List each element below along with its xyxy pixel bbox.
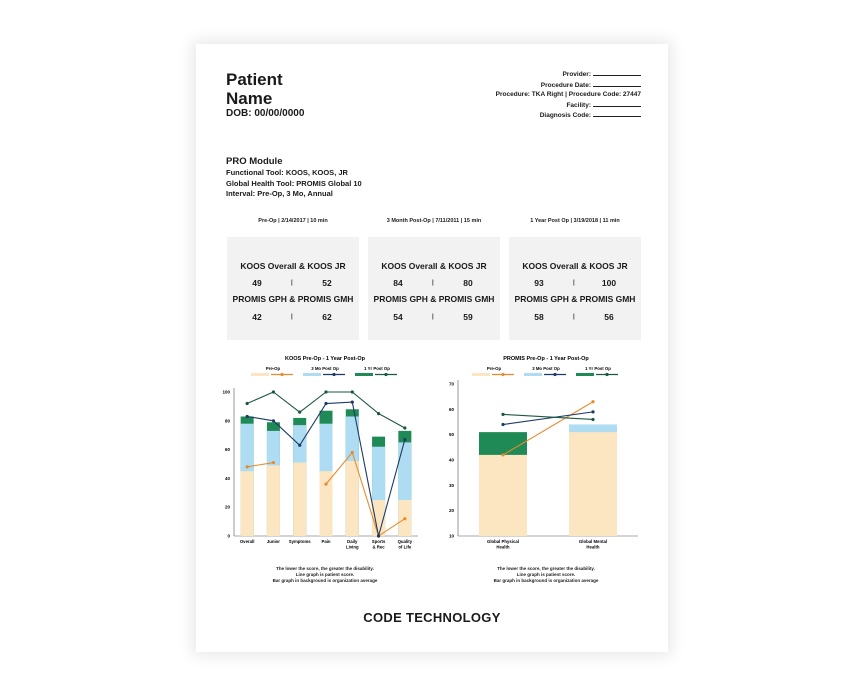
- separator: |: [573, 280, 575, 286]
- procedure-date-blank: [593, 80, 641, 87]
- note-line: Line graph is patient score.: [516, 571, 576, 577]
- point-yr1: [591, 418, 594, 421]
- patient-dob: DOB: 00/00/0000: [226, 108, 305, 119]
- legend-label: 3 Mo Post Op: [311, 366, 339, 371]
- legend-marker: [605, 373, 608, 376]
- patient-name-last: Name: [226, 89, 273, 108]
- facility-label: Facility:: [566, 101, 591, 109]
- koos-chart: [222, 350, 428, 550]
- bar-preop: [241, 471, 254, 536]
- module-info: [226, 156, 362, 200]
- x-tick-label: Pain: [321, 539, 331, 544]
- point-mo3: [272, 419, 275, 422]
- legend-label: 3 Mo Post Op: [532, 366, 560, 371]
- point-mo3: [246, 415, 249, 418]
- x-tick-label: Global Mental Health: [578, 539, 608, 550]
- legend-marker: [501, 373, 504, 376]
- promis-chart-notes: [446, 566, 646, 583]
- y-tick-label: 40: [224, 475, 230, 481]
- y-tick-label: 0: [227, 533, 230, 539]
- x-tick-label: Global Physical Health: [486, 539, 520, 550]
- facility-blank: [593, 100, 641, 107]
- procedure-row: Procedure: TKA Right | Procedure Code: 27447: [495, 91, 641, 98]
- global-tool: Global Health Tool: PROMIS Global 10: [226, 178, 362, 188]
- bar-preop: [320, 471, 333, 536]
- diagnosis-blank: [593, 110, 641, 117]
- score-box-3mo: [368, 237, 500, 340]
- separator: |: [432, 280, 434, 286]
- x-tick-label: Quality of Life: [397, 539, 413, 550]
- legend-label: Pre-Op: [265, 366, 281, 371]
- koos-overall-value: 49: [252, 278, 262, 288]
- koos-jr-value: 52: [322, 278, 332, 288]
- point-mo3: [591, 410, 594, 413]
- legend-bar-swatch: [524, 373, 542, 376]
- koos-title: KOOS Overall & KOOS JR: [381, 261, 487, 271]
- promis-title: PROMIS GPH & PROMIS GMH: [232, 294, 354, 304]
- diagnosis-label: Diagnosis Code:: [539, 112, 591, 119]
- point-preop: [351, 451, 354, 454]
- provider-label: Provider:: [562, 71, 591, 78]
- note-line: The lower the score, the greater the disability.: [497, 566, 595, 571]
- koos-title: KOOS Overall & KOOS JR: [240, 261, 346, 271]
- phase-label-preop: Pre-Op | 2/14/2017 | 10 min: [258, 218, 328, 224]
- koos-overall-value: 84: [393, 278, 403, 288]
- point-preop: [324, 483, 327, 486]
- legend-bar-swatch: [576, 373, 594, 376]
- score-box-1yr: [509, 237, 641, 340]
- point-yr1: [403, 426, 406, 429]
- separator: |: [291, 280, 293, 286]
- legend-bar-swatch: [303, 373, 321, 376]
- note-line: Bar graph in background is organization average: [272, 577, 378, 583]
- y-tick-label: 20: [448, 508, 454, 514]
- x-tick-label: Junior: [266, 539, 280, 544]
- legend-bar-swatch: [251, 373, 269, 376]
- point-preop: [403, 517, 406, 520]
- point-preop: [591, 400, 594, 403]
- y-tick-label: 50: [448, 432, 454, 438]
- score-box-preop: [227, 237, 359, 340]
- diagnosis-row: [426, 110, 641, 121]
- koos-jr-value: 80: [463, 278, 473, 288]
- legend-marker: [332, 373, 335, 376]
- koos-overall-value: 93: [534, 278, 544, 288]
- functional-tool: Functional Tool: KOOS, KOOS, JR: [226, 168, 348, 177]
- brand-name: CODE TECHNOLOGY: [363, 610, 501, 625]
- x-tick-label: Sports & Rec: [371, 539, 386, 550]
- point-yr1: [501, 413, 504, 416]
- promis-gph-value: 58: [534, 312, 544, 322]
- separator: |: [573, 314, 575, 320]
- x-tick-label: Symptoms: [288, 539, 311, 544]
- procedure-date-label: Procedure Date:: [540, 81, 591, 89]
- koos-title: KOOS Overall & KOOS JR: [522, 261, 628, 271]
- koos-jr-value: 100: [601, 278, 617, 288]
- legend-bar-swatch: [355, 373, 373, 376]
- promis-title: PROMIS GPH & PROMIS GMH: [514, 294, 636, 304]
- bar-preop: [267, 465, 280, 536]
- separator: |: [291, 314, 293, 320]
- patient-name-first: Patient: [226, 70, 283, 89]
- promis-chart: [446, 350, 646, 550]
- module-title: PRO Module: [226, 156, 283, 167]
- legend-label: 1 Yr Post Op: [585, 366, 611, 371]
- separator: |: [432, 314, 434, 320]
- patient-name: [226, 70, 346, 108]
- phase-label-3mo: 3 Month Post-Op | 7/11/2011 | 15 min: [386, 218, 482, 224]
- provider-blank: [593, 69, 641, 76]
- bar-preop: [346, 461, 359, 536]
- point-yr1: [377, 412, 380, 415]
- report-page: [196, 44, 668, 652]
- legend-marker: [553, 373, 556, 376]
- point-yr1: [351, 390, 354, 393]
- point-preop: [501, 453, 504, 456]
- promis-gmh-value: 59: [463, 312, 473, 322]
- bar-preop: [479, 455, 527, 536]
- procedure-meta: [426, 69, 641, 121]
- koos-chart-notes: [222, 566, 428, 583]
- y-tick-label: 80: [224, 418, 230, 424]
- legend-marker: [280, 373, 283, 376]
- promis-gph-value: 54: [393, 312, 403, 322]
- note-line: Line graph is patient score.: [295, 571, 355, 577]
- point-mo3: [403, 438, 406, 441]
- point-mo3: [501, 423, 504, 426]
- y-tick-label: 70: [448, 381, 454, 387]
- bar-preop: [569, 432, 617, 536]
- y-tick-label: 60: [448, 406, 454, 412]
- facility-row: [426, 100, 641, 111]
- point-mo3: [324, 402, 327, 405]
- x-tick-label: Overall: [239, 539, 255, 544]
- x-tick-label: Daily Living: [345, 539, 359, 550]
- point-mo3: [377, 534, 380, 537]
- point-yr1: [246, 402, 249, 405]
- legend-marker: [384, 373, 387, 376]
- bar-preop: [293, 463, 306, 536]
- promis-gph-value: 42: [252, 312, 262, 322]
- y-tick-label: 30: [448, 482, 454, 488]
- point-mo3: [298, 444, 301, 447]
- y-tick-label: 40: [448, 457, 454, 463]
- phase-label-1yr: 1 Year Post Op | 3/19/2018 | 11 min: [530, 218, 620, 224]
- legend-label: 1 Yr Post Op: [364, 366, 390, 371]
- point-preop: [272, 461, 275, 464]
- promis-gmh-value: 62: [322, 312, 332, 322]
- note-line: Bar graph in background is organization average: [493, 577, 599, 583]
- procedure-date-row: [426, 80, 641, 91]
- y-tick-label: 60: [224, 447, 230, 453]
- note-line: The lower the score, the greater the disability.: [276, 566, 374, 571]
- promis-gmh-value: 56: [604, 312, 614, 322]
- point-preop: [246, 465, 249, 468]
- point-mo3: [351, 400, 354, 403]
- interval: Interval: Pre-Op, 3 Mo, Annual: [226, 189, 333, 198]
- y-tick-label: 100: [222, 389, 230, 395]
- point-yr1: [298, 411, 301, 414]
- point-yr1: [272, 390, 275, 393]
- legend-label: Pre-Op: [486, 366, 502, 371]
- chart-title: PROMIS Pre-Op - 1 Year Post-Op: [503, 356, 589, 362]
- y-tick-label: 20: [224, 504, 230, 510]
- line-preop: [326, 452, 405, 536]
- y-tick-label: 10: [448, 533, 454, 539]
- provider-row: [426, 69, 641, 80]
- chart-title: KOOS Pre-Op - 1 Year Post-Op: [285, 356, 365, 362]
- promis-title: PROMIS GPH & PROMIS GMH: [373, 294, 495, 304]
- legend-bar-swatch: [472, 373, 490, 376]
- point-yr1: [324, 390, 327, 393]
